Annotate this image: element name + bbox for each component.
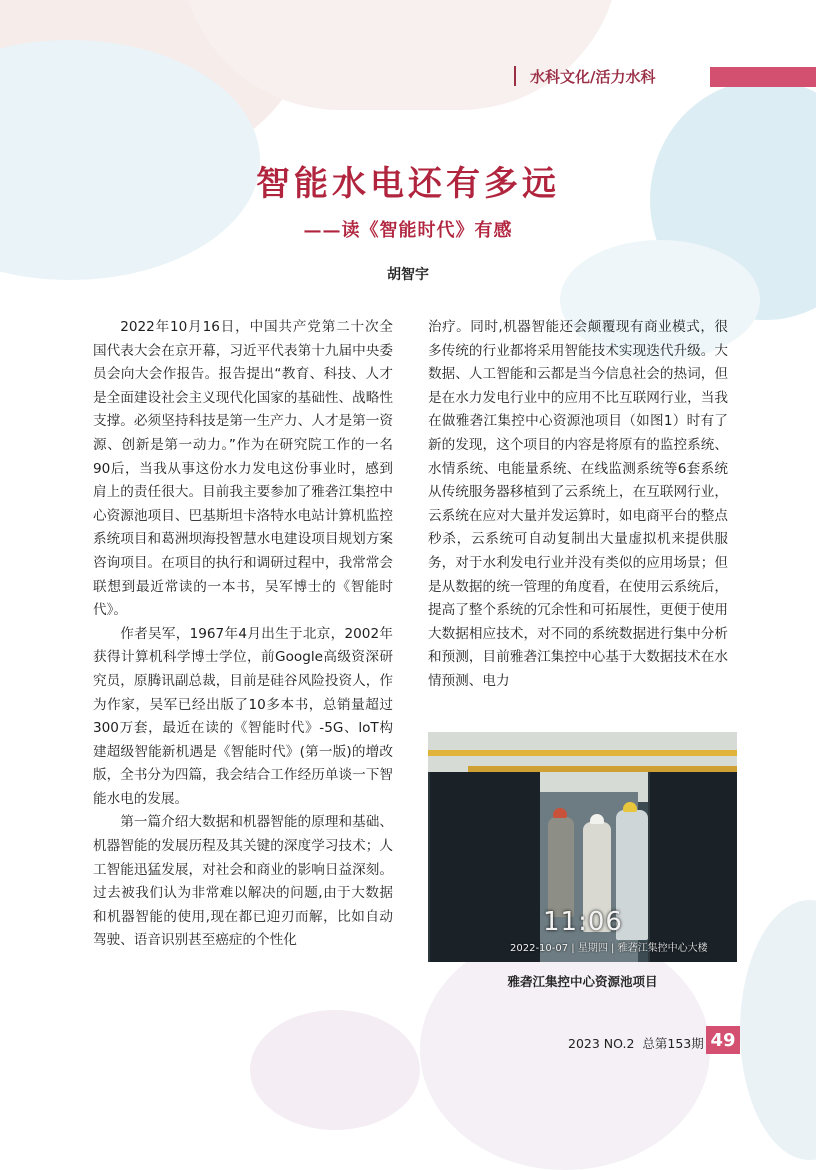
- helmet-icon: [623, 802, 637, 812]
- article-author: 胡智宇: [387, 267, 429, 283]
- body-column-right: [428, 316, 728, 694]
- background-blob-blue: [740, 900, 816, 1160]
- photo-server-rack: [648, 772, 737, 962]
- issue-number: 2023 NO.2: [568, 1036, 635, 1051]
- body-paragraph: 第一篇介绍大数据和机器智能的原理和基础、机器智能的发展历程及其关键的深度学习技术；人工智能迅猛发展，对社会和商业的影响日益深刻。过去被我们认为非常难以解决的问题,由于大数据和机器智能的使用,现在都已迎刃而解，比如自动驾驶、语音识别甚至癌症的个性化: [93, 814, 393, 949]
- background-blob-lavender: [250, 1010, 420, 1130]
- article-title: 智能水电还有多远: [256, 164, 560, 204]
- body-column-left: [93, 316, 393, 953]
- body-paragraph: 作者吴军，1967年4月出生于北京，2002年获得计算机科学博士学位，前Google高级资深研究员，原腾讯副总裁，目前是硅谷风险投资人，作为作家，吴军已经出版了10多本书，总销量超过300万套，最近在读的《智能时代》-5G、loT构建超级智能新机遇是《智能时代》(第一版)的增改版，全书分为四篇，我会结合工作经历单谈一下智能水电的发展。: [93, 625, 393, 807]
- section-accent-bar: [710, 67, 816, 87]
- server-room-photo: [428, 732, 737, 962]
- photo-person: [548, 817, 574, 917]
- figure-caption: 雅砻江集控中心资源池项目: [507, 974, 658, 989]
- article-subtitle: ——读《智能时代》有感: [303, 220, 513, 241]
- page-number: 49: [706, 1026, 740, 1054]
- footer-issue-info: [568, 1034, 712, 1052]
- photo-timestamp-info: 2022-10-07 | 星期四 | 雅砻江集控中心大楼: [510, 943, 708, 954]
- section-label: 水科文化/活力水科: [514, 66, 655, 86]
- body-paragraph: 2022年10月16日，中国共产党第二十次全国代表大会在京开幕，习近平代表第十九届中央委员会向大会作报告。报告提出“教育、科技、人才是全面建设社会主义现代化国家的基础性、战略性支撑。必须坚持科技是第一生产力、人才是第一资源、创新是第一动力。”作为在研究院工作的一名90后，当我从事这份水力发电这份事业时，感到肩上的责任很大。目前我主要参加了雅砻江集控中心资源池项目、巴基斯坦卡洛特水电站计算机监控系统项目和葛洲坝海投智慧水电建设项目规划方案咨询项目。在项目的执行和调研过程中，我常常会联想到最近常读的一本书，吴军博士的《智能时代》。: [93, 319, 393, 619]
- total-issue-number: 总第153期: [642, 1036, 704, 1051]
- photo-pipe: [428, 750, 737, 756]
- helmet-icon: [553, 808, 567, 818]
- photo-server-rack: [428, 772, 540, 962]
- helmet-icon: [590, 814, 604, 824]
- body-paragraph-continued: 治疗。同时,机器智能还会颠覆现有商业模式，很多传统的行业都将采用智能技术实现迭代升级。大数据、人工智能和云都是当今信息社会的热词，但是在水力发电行业中的应用不比互联网行业，当我在做雅砻江集控中心资源池项目（如图1）时有了新的发现，这个项目的内容是将原有的监控系统、水情系统、电能量系统、在线监测系统等6套系统从传统服务器移植到了云系统上，在互联网行业，云系统在应对大量并发运算时，如电商平台的整点秒杀，云系统可自动复制出大量虚拟机来提供服务，对于水利发电行业并没有类似的应用场景；但是从数据的统一管理的角度看，在使用云系统后，提高了整个系统的冗余性和可拓展性，更便于使用大数据相应技术，对不同的系统数据进行集中分析和预测，目前雅砻江集控中心基于大数据技术在水情预测、电力: [428, 319, 728, 689]
- photo-timestamp-time: 11:06: [543, 907, 623, 937]
